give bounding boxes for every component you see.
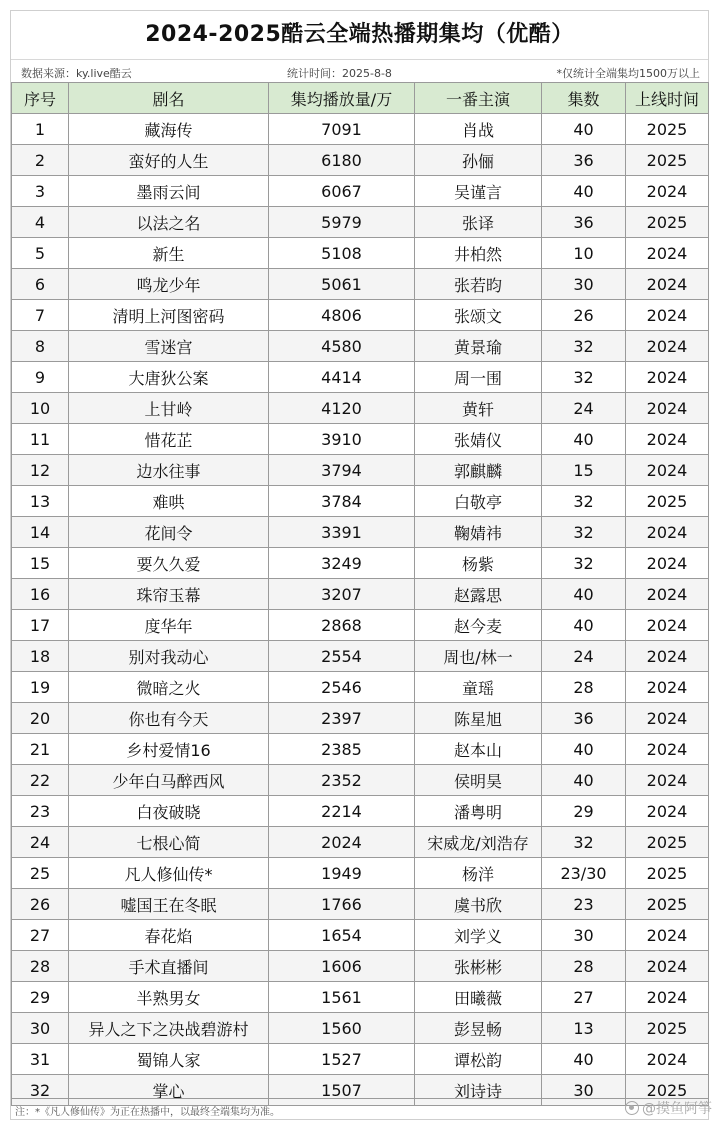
cell-rank: 17 [12,610,69,641]
table-row [12,920,709,951]
cell-lead-actor: 赵今麦 [415,610,542,641]
cell-avg-views: 4806 [269,300,415,331]
table-row [12,114,709,145]
cell-rank: 5 [12,238,69,269]
criteria-note: *仅统计全端集均1500万以上 [556,67,700,80]
cell-lead-actor: 吴谨言 [415,176,542,207]
cell-release-year: 2025 [626,889,709,920]
cell-rank: 9 [12,362,69,393]
cell-title: 度华年 [69,610,269,641]
cell-episodes: 40 [542,610,626,641]
table-row [12,1013,709,1044]
cell-rank: 4 [12,207,69,238]
cell-lead-actor: 虞书欣 [415,889,542,920]
table-row [12,982,709,1013]
table-row [12,176,709,207]
cell-rank: 6 [12,269,69,300]
cell-release-year: 2025 [626,145,709,176]
cell-release-year: 2024 [626,424,709,455]
cell-avg-views: 1527 [269,1044,415,1075]
cell-release-year: 2024 [626,796,709,827]
table-row [12,610,709,641]
cell-lead-actor: 谭松韵 [415,1044,542,1075]
table-row [12,734,709,765]
cell-release-year: 2024 [626,734,709,765]
table-row [12,765,709,796]
cell-release-year: 2025 [626,827,709,858]
cell-lead-actor: 张彬彬 [415,951,542,982]
cell-avg-views: 1561 [269,982,415,1013]
cell-release-year: 2024 [626,455,709,486]
cell-release-year: 2024 [626,672,709,703]
cell-title: 别对我动心 [69,641,269,672]
cell-title: 凡人修仙传* [69,858,269,889]
cell-lead-actor: 侯明昊 [415,765,542,796]
cell-title: 惜花芷 [69,424,269,455]
cell-rank: 13 [12,486,69,517]
table-row [12,889,709,920]
cell-lead-actor: 陈星旭 [415,703,542,734]
cell-rank: 32 [12,1075,69,1106]
table-row [12,269,709,300]
cell-avg-views: 1949 [269,858,415,889]
ranking-table [11,82,709,1106]
cell-avg-views: 1507 [269,1075,415,1106]
cell-release-year: 2025 [626,858,709,889]
cell-episodes: 30 [542,1075,626,1106]
cell-release-year: 2025 [626,1013,709,1044]
table-row [12,455,709,486]
cell-avg-views: 5979 [269,207,415,238]
cell-avg-views: 1654 [269,920,415,951]
cell-episodes: 23 [542,889,626,920]
cell-rank: 21 [12,734,69,765]
cell-episodes: 40 [542,176,626,207]
cell-rank: 30 [12,1013,69,1044]
cell-title: 七根心简 [69,827,269,858]
cell-rank: 27 [12,920,69,951]
cell-title: 大唐狄公案 [69,362,269,393]
table-row [12,393,709,424]
cell-episodes: 10 [542,238,626,269]
cell-episodes: 32 [542,331,626,362]
cell-avg-views: 4414 [269,362,415,393]
cell-title: 你也有今天 [69,703,269,734]
cell-rank: 26 [12,889,69,920]
cell-rank: 31 [12,1044,69,1075]
cell-episodes: 30 [542,269,626,300]
table-row [12,207,709,238]
cell-release-year: 2024 [626,703,709,734]
cell-title: 微暗之火 [69,672,269,703]
cell-release-year: 2024 [626,300,709,331]
cell-lead-actor: 宋威龙/刘浩存 [415,827,542,858]
cell-episodes: 36 [542,207,626,238]
table-row [12,796,709,827]
cell-lead-actor: 刘学义 [415,920,542,951]
cell-avg-views: 3391 [269,517,415,548]
cell-episodes: 28 [542,672,626,703]
cell-avg-views: 6180 [269,145,415,176]
footer-bar [11,1098,708,1119]
cell-episodes: 40 [542,579,626,610]
cell-lead-actor: 潘粤明 [415,796,542,827]
table-row [12,238,709,269]
cell-episodes: 32 [542,486,626,517]
cell-title: 手术直播间 [69,951,269,982]
cell-avg-views: 3794 [269,455,415,486]
cell-release-year: 2024 [626,269,709,300]
cell-lead-actor: 周也/林一 [415,641,542,672]
footnote-text: 注：*《凡人修仙传》为正在热播中，以最终全端集均为准。 [15,1107,280,1118]
table-row [12,362,709,393]
cell-rank: 28 [12,951,69,982]
cell-episodes: 32 [542,517,626,548]
cell-rank: 12 [12,455,69,486]
cell-episodes: 40 [542,114,626,145]
table-row [12,517,709,548]
cell-episodes: 40 [542,734,626,765]
cell-lead-actor: 杨紫 [415,548,542,579]
cell-episodes: 27 [542,982,626,1013]
cell-title: 清明上河图密码 [69,300,269,331]
cell-rank: 18 [12,641,69,672]
cell-lead-actor: 赵本山 [415,734,542,765]
cell-lead-actor: 张颂文 [415,300,542,331]
cell-avg-views: 6067 [269,176,415,207]
cell-avg-views: 1766 [269,889,415,920]
cell-rank: 25 [12,858,69,889]
table-row [12,641,709,672]
table-row [12,951,709,982]
cell-lead-actor: 周一围 [415,362,542,393]
cell-avg-views: 2385 [269,734,415,765]
cell-episodes: 36 [542,145,626,176]
cell-title: 上甘岭 [69,393,269,424]
cell-avg-views: 2397 [269,703,415,734]
cell-release-year: 2024 [626,1044,709,1075]
cell-lead-actor: 黄景瑜 [415,331,542,362]
cell-title: 嘘国王在冬眠 [69,889,269,920]
cell-rank: 29 [12,982,69,1013]
report-sheet [10,10,709,1120]
cell-avg-views: 3207 [269,579,415,610]
cell-title: 新生 [69,238,269,269]
cell-episodes: 40 [542,765,626,796]
table-row [12,145,709,176]
table-row [12,672,709,703]
col-header-release-year: 上线时间 [626,83,709,114]
cell-rank: 22 [12,765,69,796]
cell-lead-actor: 刘诗诗 [415,1075,542,1106]
cell-avg-views: 4120 [269,393,415,424]
cell-episodes: 13 [542,1013,626,1044]
cell-title: 以法之名 [69,207,269,238]
cell-episodes: 32 [542,362,626,393]
cell-avg-views: 2546 [269,672,415,703]
cell-lead-actor: 黄轩 [415,393,542,424]
data-source-text: 数据来源：ky.live酷云 [21,67,132,80]
cell-title: 难哄 [69,486,269,517]
cell-rank: 1 [12,114,69,145]
cell-episodes: 36 [542,703,626,734]
cell-lead-actor: 彭昱畅 [415,1013,542,1044]
cell-episodes: 32 [542,548,626,579]
cell-release-year: 2024 [626,951,709,982]
cell-episodes: 28 [542,951,626,982]
cell-avg-views: 2214 [269,796,415,827]
cell-avg-views: 3249 [269,548,415,579]
col-header-avg-views: 集均播放量/万 [269,83,415,114]
stat-time-text: 统计时间：2025-8-8 [287,67,392,80]
table-row [12,548,709,579]
cell-release-year: 2024 [626,238,709,269]
cell-title: 边水往事 [69,455,269,486]
table-row [12,300,709,331]
col-header-title: 剧名 [69,83,269,114]
cell-avg-views: 4580 [269,331,415,362]
table-row [12,486,709,517]
cell-lead-actor: 孙俪 [415,145,542,176]
cell-release-year: 2024 [626,610,709,641]
cell-title: 春花焰 [69,920,269,951]
cell-title: 花间令 [69,517,269,548]
cell-avg-views: 2868 [269,610,415,641]
cell-avg-views: 7091 [269,114,415,145]
cell-episodes: 23/30 [542,858,626,889]
cell-avg-views: 2024 [269,827,415,858]
table-row [12,579,709,610]
cell-rank: 3 [12,176,69,207]
cell-avg-views: 3910 [269,424,415,455]
cell-release-year: 2024 [626,331,709,362]
cell-release-year: 2024 [626,982,709,1013]
cell-release-year: 2025 [626,114,709,145]
cell-title: 乡村爱情16 [69,734,269,765]
cell-lead-actor: 童瑶 [415,672,542,703]
table-row [12,331,709,362]
cell-title: 雪迷宫 [69,331,269,362]
col-header-rank: 序号 [12,83,69,114]
col-header-lead-actor: 一番主演 [415,83,542,114]
cell-lead-actor: 郭麒麟 [415,455,542,486]
cell-episodes: 29 [542,796,626,827]
table-row [12,424,709,455]
cell-episodes: 32 [542,827,626,858]
cell-release-year: 2024 [626,393,709,424]
table-row [12,858,709,889]
cell-episodes: 24 [542,393,626,424]
cell-rank: 8 [12,331,69,362]
cell-release-year: 2024 [626,548,709,579]
cell-episodes: 40 [542,1044,626,1075]
watermark-text: @摸鱼阿筝 [642,1101,712,1117]
table-body [12,114,709,1106]
cell-episodes: 40 [542,424,626,455]
cell-avg-views: 2554 [269,641,415,672]
cell-title: 珠帘玉幕 [69,579,269,610]
meta-bar [11,59,708,82]
cell-rank: 7 [12,300,69,331]
page-title: 2024-2025酷云全端热播期集均（优酷） [145,22,574,47]
cell-release-year: 2025 [626,1075,709,1106]
cell-release-year: 2024 [626,920,709,951]
cell-avg-views: 3784 [269,486,415,517]
table-row [12,827,709,858]
cell-release-year: 2024 [626,176,709,207]
cell-release-year: 2024 [626,579,709,610]
cell-rank: 14 [12,517,69,548]
cell-title: 掌心 [69,1075,269,1106]
cell-title: 半熟男女 [69,982,269,1013]
cell-rank: 19 [12,672,69,703]
cell-lead-actor: 井柏然 [415,238,542,269]
cell-avg-views: 2352 [269,765,415,796]
cell-rank: 10 [12,393,69,424]
cell-title: 蜀锦人家 [69,1044,269,1075]
cell-rank: 16 [12,579,69,610]
cell-episodes: 30 [542,920,626,951]
cell-lead-actor: 张婧仪 [415,424,542,455]
cell-title: 墨雨云间 [69,176,269,207]
cell-rank: 23 [12,796,69,827]
cell-lead-actor: 杨洋 [415,858,542,889]
cell-episodes: 15 [542,455,626,486]
table-row [12,1044,709,1075]
weibo-logo-icon [625,1101,639,1115]
cell-rank: 11 [12,424,69,455]
cell-title: 要久久爱 [69,548,269,579]
cell-release-year: 2024 [626,517,709,548]
table-header-row [12,83,709,114]
cell-lead-actor: 鞠婧祎 [415,517,542,548]
table-row [12,703,709,734]
cell-release-year: 2025 [626,207,709,238]
cell-title: 鸣龙少年 [69,269,269,300]
cell-lead-actor: 张若昀 [415,269,542,300]
cell-lead-actor: 田曦薇 [415,982,542,1013]
cell-title: 藏海传 [69,114,269,145]
cell-release-year: 2024 [626,765,709,796]
cell-release-year: 2024 [626,641,709,672]
cell-release-year: 2025 [626,486,709,517]
cell-avg-views: 1606 [269,951,415,982]
cell-title: 少年白马醉西风 [69,765,269,796]
cell-lead-actor: 赵露思 [415,579,542,610]
cell-episodes: 24 [542,641,626,672]
cell-lead-actor: 张译 [415,207,542,238]
cell-lead-actor: 肖战 [415,114,542,145]
cell-episodes: 26 [542,300,626,331]
cell-rank: 20 [12,703,69,734]
cell-release-year: 2024 [626,362,709,393]
cell-avg-views: 5061 [269,269,415,300]
cell-title: 白夜破晓 [69,796,269,827]
cell-rank: 2 [12,145,69,176]
cell-rank: 24 [12,827,69,858]
cell-avg-views: 5108 [269,238,415,269]
cell-avg-views: 1560 [269,1013,415,1044]
cell-lead-actor: 白敬亭 [415,486,542,517]
cell-rank: 15 [12,548,69,579]
cell-title: 蛮好的人生 [69,145,269,176]
col-header-episodes: 集数 [542,83,626,114]
cell-title: 异人之下之决战碧游村 [69,1013,269,1044]
watermark [625,1098,712,1118]
